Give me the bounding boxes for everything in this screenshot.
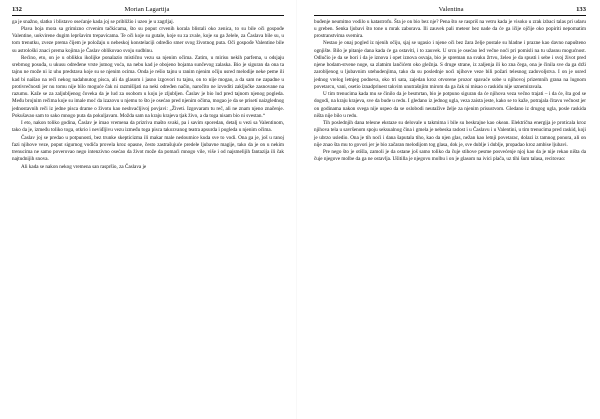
paragraph: Ali kada se nakon nekog vremena san raspršio, za Časlava je xyxy=(21,163,147,170)
left-page xyxy=(12,6,284,416)
running-head: Morian Lagartija xyxy=(124,6,170,13)
left-page-body xyxy=(12,19,284,171)
book-gutter xyxy=(296,0,297,419)
running-head: Valentina xyxy=(438,6,464,13)
right-page xyxy=(314,6,586,416)
paragraph: Tih poslednjih dana telesne ekstaze su delovale u takmima i bile su beskrajne kao okean. Električna energija je proticala kroz njihova tela u savršenom spoju seksualnog čina i gmela je nebeska radost i u Časlavu i u Valentini, u tim trenucima pred raskid, koji je ubrzo usledio. Ona je tih noći i dana šaputala tiho, kao da njen glas, nežan kao letnji povetarac, dolazi iz tamnog ponora, ali on nije znao šta mu to govori jer je bio začaran melodijom tog glasa, dok je, sve dublje i dublje, propadao kroz ambise ljubavi. xyxy=(314,120,586,148)
paragraph: buđenje neumitno vodilo u katastrofu. Šta je on bio bez nje? Pena što se raspriš na vetru kada je visoko u zrak izbaci talas pri udaru u greben. Senka ljubavi što tone u mrak zaborava. Ili zauvek pali meteor bez nade da će ga ičije ojčije oko popiriti nepomatim prostranstvima svemira. xyxy=(314,18,586,39)
page-number: 133 xyxy=(576,6,586,13)
paragraph: I eto, nakon toliko godina, Časlav je imao vremena da prizriva mašto svaki, pa i savim sporedan, detalj u vezi sa Valentinom, tako da je, između toliko toga, otkrio i neviđljivu vezu između toga pisca takozvanog teatra apsurda i pogleda u njenim očima. xyxy=(12,120,284,134)
paragraph: ga je snažno, slatko i blistavo osećanje kada joj se približio i uzeo je u zagrljaj. xyxy=(12,18,175,25)
paragraph: Pre nego što je otišla, zamoli je da ostane još samo toliko da čuje stihove pesme posvećenje njoj kao da je nije rekao ništa da čuje njegove molbe da ga ne ostavlja. Ušitilla je njegovu molbu i on je glasom na ivici plača, uz tihi šum talasa, recitovao: xyxy=(314,149,586,163)
paragraph: Nestao je onaj pogled iz njenih očiju, sjaj se ugasio i njene oči bez žara želje postale su hladne i prazne kao davno napušteno ognjište. Bilo je pitanje dana kada će ga ostaviti, i to zauvek. U srcu je osećao led večne noći pri pomisli na tu užasnu mogućnost. Odlučio je da se bori i da je iznova i opet iznova osvaja, bio je spreman na svaku žrtvu, želeo je da spusti i sebe i svoj život pred njene bodam-stvene noge, sa zlatnim lančićem oko gležnja. S druge strane, iz zaljenja ili ko zna čega, ona je činila sve da ga drži zarobljenog u ljubavnim utehudenjima, tako da su poslednje noći njihove veze bili požari telesnog zadovoljstva. I on je usred jednog vrelog letnjeg podneva, oko tri sata, zajedan kroz otvorene prozor spavaće sobe u njihovoj prizemnih grana na lugnom povetarcu, vani, osetio iznadprinest takvim unutrašnjim mirom da ga čak ni misao o raskidu nije uznemiravala. xyxy=(314,40,586,90)
right-page-body xyxy=(314,19,586,164)
right-page-header xyxy=(314,6,586,16)
paragraph: Časlav joj se predao u potpunosti, bez trunke skepticizma ili makar male nedoumice kuda sve to vodi. Ona ga je, još u ranoj fazi njihove veze, poput sigurnog vodiča provela kroz opasne, često zastrašujuće predele ljubavne magije, tako da je on u nekim trenucima ne samo poverovao nego intenzivno osećao da život može da pomaći mnogo vile, više i od najsmelijih fantazija ili čak najtudnijih snova. xyxy=(12,134,284,163)
paragraph: Plava boja mora sa grimizno crvenim tačkicama, što su poput crvenih korala blistali oko zenica, to su bile oči gospođe Valentine, uokvirene dugim lepršavim trepavicama. Te oči koje su gutale, koje su za zvale, koje su ga želele, za Časlava bile su, u tom trenutku, zveze prema čijem je položaju u nebeskoj konstelaciji određio smer svog životnog puta. Oči gospođe Valentine bile su astrološki znaci prema kojima je Časlav oblikovao svoju sudbinu. xyxy=(12,25,284,54)
page-number: 132 xyxy=(12,6,22,13)
paragraph: U tim trenucima kada mu se činilo da je besmrtan, bio je potpuno siguran da će njihova veza večno trajati – i da će, šta god se dogodi, na kraju krajeva, sve da bude u redu. I gledano iz jednog ugla, veza zaista jeste, kako se to kaže, potrajala čitavu večnost jer on godinama nakon svega nije uspeo da se oslobodi neutažive želje za njenim prisustvom. Gledano iz drugog ugla, posle raskida ništa nije bilo u redu. xyxy=(314,91,586,119)
paragraph: Rećino, eto, on je u oblikku ikolijke ponalazio mističnu vezu sa njenim očima. Zatim, u mirisu nekih parfema, u odsjaju srebrnog posuđa, u ukusu određene vrste jutnog voća, na nebu kad je obojeno bojama sunčevog zalaska. Bio je siguran da ona ta tajnu ne može ni iz uhu predstava koje su se njenim ocima. Onda je rešio tajnu u ranim njenim očiju usred melodije neke peme ili kad bi naišao na reči nekog nadahnutog pisca, ali da glasom i jasno izgovori tu tajnu, on to nije mogao, a da sam ne zapadne u protivrečnosti jer nu tomu nije bilo moguće čak ni razmišljati na neki određen način, naročito ne izvoditi zaključke zasnovane na razumu. Kaže se za zaljubljenog čoveka da je lud za osobom u koju je zljubljen. Časlav je bio lud pred tajnom njenog pogleda. Među brojnim rečima koje su imale moć da izazovu u njemu to što je osećao pred njenim očima, mogao je da se prisetí naizglednog jednostavnih reči iz jedne pisca drame o životu kao neshvaćljivoj povjavi: „Živeti. Izgovaram tu reč, ali ne znam njeno značenje. Pokušavao sam to sako mnogo puta da pokuljavam. Možda sam na kraju krajeva tjak živo, a da toga nisam bio ni svestan.“ xyxy=(12,54,284,119)
left-page-header xyxy=(12,6,284,16)
